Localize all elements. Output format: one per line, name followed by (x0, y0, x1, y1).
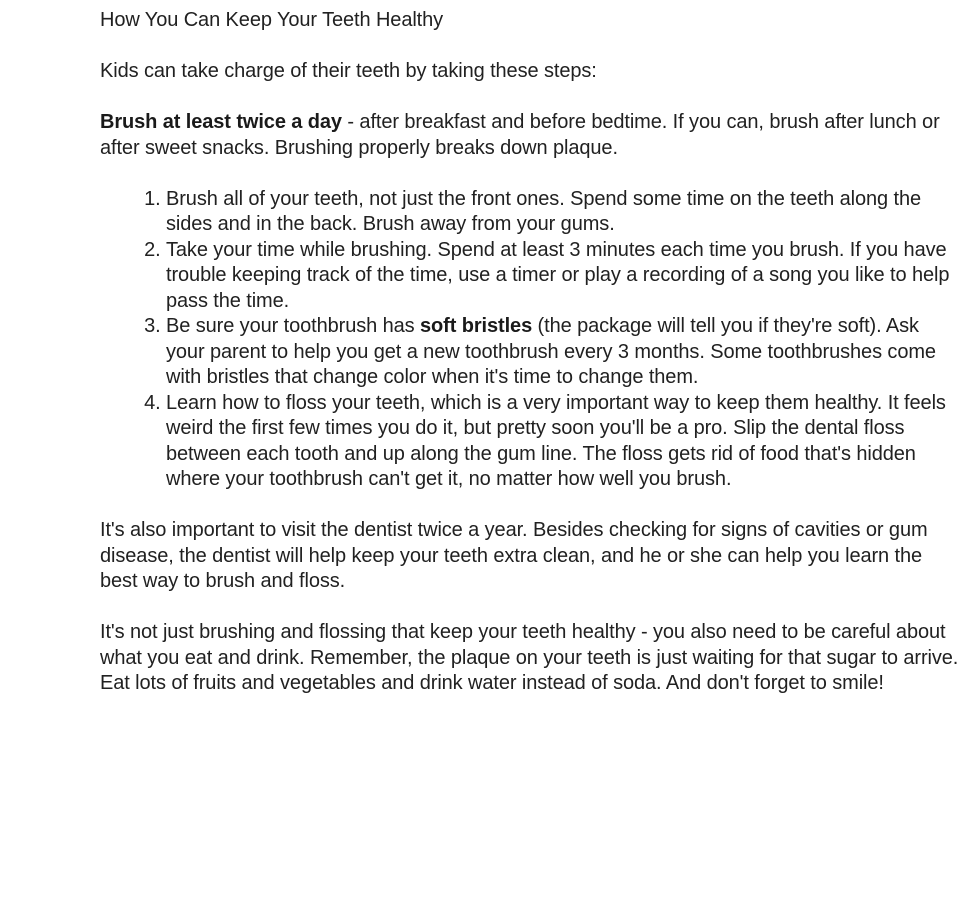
steps-list (100, 187, 960, 493)
document-body (100, 8, 960, 722)
step-2-text: Take your time while brushing. Spend at least 3 minutes each time you brush. If you have trouble keeping track of the time, use a timer or play a recording of a song you like to help pass the time. (166, 238, 950, 312)
diet-paragraph: It's not just brushing and flossing that keep your teeth healthy - you also need to be careful about what you eat and drink. Remember, the plaque on your teeth is just waiting for that sugar to arrive. Eat lots of fruits and vegetables and drink water instead of soda. And don't forget to smile! (100, 621, 959, 694)
document-title: How You Can Keep Your Teeth Healthy (100, 9, 444, 31)
brush-rest-text: - after breakfast and before bedtime. If you can, brush after lunch or after sweet snacks. Brushing properly breaks down plaque. (100, 111, 940, 159)
step-4-text: Learn how to floss your teeth, which is a very important way to keep them healthy. It feels weird the first few times you do it, but pretty soon you'll be a pro. Slip the dental floss between each tooth and up along the gum line. The floss gets rid of food that's hidden where your toothbrush can't get it, no matter how well you brush. (166, 391, 946, 490)
dentist-paragraph: It's also important to visit the dentist twice a year. Besides checking for signs of cavities or gum disease, the dentist will help keep your teeth extra clean, and he or she can help you learn the best way to brush and floss. (100, 519, 928, 592)
list-item (166, 187, 960, 238)
step-1-text: Brush all of your teeth, not just the front ones. Spend some time on the teeth along the sides and in the back. Brush away from your gums. (166, 187, 922, 235)
brush-bold-text: Brush at least twice a day (100, 111, 342, 133)
list-item (166, 238, 960, 315)
step-3-text-before: Be sure your toothbrush has (166, 315, 421, 337)
intro-paragraph: Kids can take charge of their teeth by taking these steps: (100, 60, 597, 82)
brush-paragraph (100, 110, 960, 161)
step-3-bold-text: soft bristles (420, 315, 533, 337)
list-item (166, 391, 960, 493)
step-3-text-after: (the package will tell you if they're soft). Ask your parent to help you get a new toothbrush every 3 months. Some toothbrushes come with bristles that change color when it's time to change them. (166, 315, 936, 388)
list-item (166, 314, 960, 391)
